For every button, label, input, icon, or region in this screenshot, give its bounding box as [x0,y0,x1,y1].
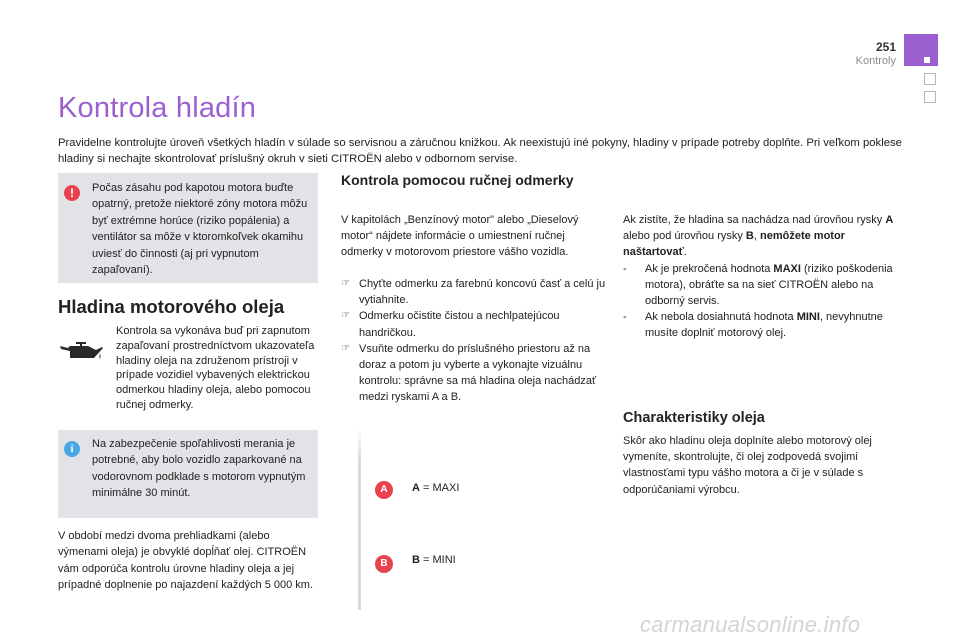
info-text: Na zabezpečenie spoľahlivosti merania je potrebné, aby bolo vozidlo zaparkované na vodorovnom podklade s motorom vypnutým minimálne 30 minút. [92,438,306,500]
info-icon: i [64,441,80,457]
dipstick-illustration [358,428,361,610]
dipstick-steps [341,276,609,406]
text-span: . [683,246,687,259]
text-span: Ak je prekročená hodnota [645,262,774,275]
marker-a-value: = MAXI [419,482,460,494]
dipstick-heading: Kontrola pomocou ručnej odmerky [341,172,574,188]
text-span: B [745,230,754,243]
list-item [341,308,609,340]
marker-b-label [412,554,456,566]
step-text: Odmerku očistite čistou a nechlpatejúcou handričkou. [359,310,560,339]
text-span: MINI [796,311,820,324]
watermark: carmanualsonline.info [640,612,861,637]
section-tab-active[interactable] [904,34,938,66]
dipstick-intro: V kapitolách „Benzínový motor" alebo „Dieselový motor“ nájdete informácie o umiestnení ručnej odmerky v motorovom priestore vášho vozidla. [341,214,579,259]
hand-pointer-icon: ☞ [341,278,350,289]
marker-b-icon: B [375,555,393,573]
text-span: , [753,230,760,243]
section-tab-marker [924,57,930,63]
section-tab[interactable] [924,73,936,85]
text-span: alebo pod úrovňou rysky [623,230,746,243]
list-item [623,309,895,341]
text-span: nemôžete motor naštartovať [623,230,845,259]
text-span: A [885,214,894,226]
dash-marker: - [623,311,627,324]
list-item [341,341,609,406]
page-title: Kontrola hladín [58,92,257,124]
hand-pointer-icon: ☞ [341,342,350,354]
section-tab[interactable] [924,91,936,103]
oil-characteristics-text: Skôr ako hladinu oleja doplníte alebo motorový olej vymeníte, skontrolujte, či olej zodpovedá svojimi vlastnosťami typu vášho motora a či je v súlade s odporúčaniami výrobcu. [623,435,872,496]
hand-pointer-icon: ☞ [341,310,350,322]
text-span: Ak nebola dosiahnutá hodnota [645,311,797,324]
oil-refill-paragraph: V období medzi dvoma prehliadkami (alebo výmenami oleja) je obvyklé dopĺňať olej. CITROËN vám odporúča kontrolu úrovne hladiny oleja a jej prípadné doplnenie po najazdení každých 5 000 km. [58,530,314,592]
step-text: Chyťte odmerku za farebnú koncovú časť a celú ju vytiahnite. [359,278,606,307]
intro-paragraph: Pravidelne kontrolujte úroveň všetkých hladín v súlade so servisnou a záručnou knižkou. Ak neexistujú iné pokyny, hladiny v prípade potreby doplňte. Pri veľkom poklese hladiny si nechajte skontrolovať príslušný okruh v sieti CITROËN alebo v odbornom servise. [58,137,902,165]
oil-characteristics-heading: Charakteristiky oleja [623,410,765,426]
text-span: MAXI [773,262,801,275]
marker-b-value: = MINI [419,554,456,566]
dash-marker: - [623,262,627,275]
oil-level-description: Kontrola sa vykonáva buď pri zapnutom zapaľovaní prostredníctvom ukazovateľa hladiny oleja na združenom prístroji v prípade vozidiel vybavených elektrickou odmerkou hladiny oleja, alebo pomocou ručnej odmerky. [116,325,315,411]
warning-icon: ! [64,185,80,201]
page-number: 251 [875,40,896,54]
text-span: , nevyhnutne musíte doplniť motorový olej. [645,311,883,340]
text-span: Ak zistíte, že hladina sa nachádza nad úrovňou rysky [623,214,886,226]
marker-a-key: A [412,482,420,494]
warning-text: Počas zásahu pod kapotou motora buďte opatrný, pretože niektoré zóny motora môžu byť extrémne horúce (riziko popálenia) a ventilátor sa môže v ktoromkoľvek okamihu uviesť do činnosti (aj pri vypnutom zapaľovaní). [92,182,308,277]
oil-can-icon [58,338,104,364]
marker-a-label [412,482,459,494]
text-span: (riziko poškodenia motora), obráťte sa na sieť CITROËN alebo na odborný servis. [645,262,893,308]
step-text: Vsuňte odmerku do príslušného priestoru až na doraz a potom ju vyberte a vykonajte vizuálnu kontrolu: správne sa má hladina oleja nachádzať medzi ryskami A a B. [359,342,597,404]
marker-a-icon: A [375,481,393,499]
list-item [341,276,609,308]
section-label: Kontroly [855,55,896,67]
level-out-of-range-text [623,212,895,342]
warning-paragraph [623,212,895,261]
oil-level-heading: Hladina motorového oleja [58,296,285,317]
marker-b-key: B [412,554,420,566]
list-item [623,261,895,310]
